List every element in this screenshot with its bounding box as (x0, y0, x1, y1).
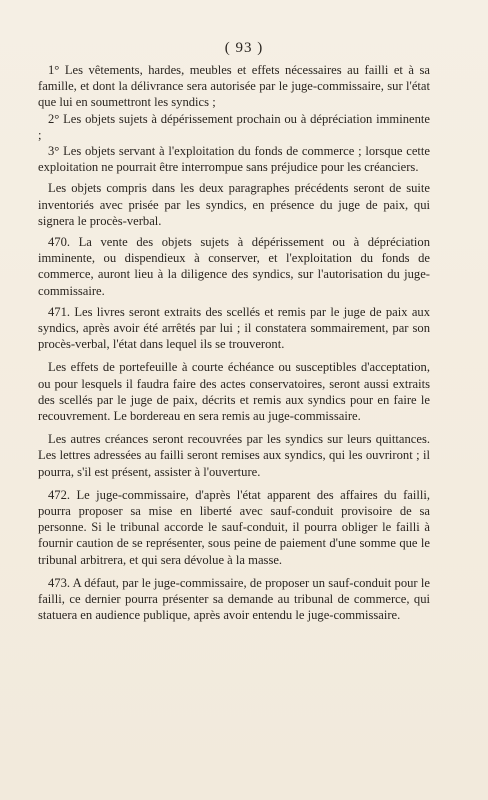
paragraph-article-471: 471. Les livres seront extraits des scellés et remis par le juge de paix aux syndics, après avoir été arrêtés par lui ; il constatera sommairement, par son procès-verbal, l'état dans lequel ils se trouveront. (38, 304, 430, 352)
paragraph-portfolio-effects: Les effets de portefeuille à courte échéance ou susceptibles d'acceptation, ou pour lesquels il faudra faire des actes conservatoires, seront aussi extraits des scellés par le juge de paix, décrits et remis aux syndics pour en faire le recouvrement. Le bordereau en sera remis au juge-commissaire. (38, 360, 430, 424)
paragraph-item-3: 3° Les objets servant à l'exploitation du fonds de commerce ; lorsque cette exploitation ne pourrait être interrompue sans préjudice pour les créanciers. (38, 144, 430, 175)
body-text (38, 62, 430, 624)
paragraph-article-473: 473. A défaut, par le juge-commissaire, de proposer un sauf-conduit pour le failli, ce dernier pourra présenter sa demande au tribunal de commerce, qui statuera en audience publique, après avoir entendu le juge-commissaire. (38, 575, 430, 623)
paragraph-item-1: 1° Les vêtements, hardes, meubles et effets nécessaires au failli et à sa famille, et dont la délivrance sera autorisée par le juge-commissaire, sur l'état que lui en soumettront les syndics ; (38, 63, 430, 110)
paragraph-article-470: 470. La vente des objets sujets à dépérissement ou à dépréciation imminente, ou dispendieux à conserver, et l'exploitation du fonds de commerce, auront lieu à la diligence des syndics, sur l'autorisation du juge-commissaire. (38, 235, 430, 298)
paragraph-other-credits: Les autres créances seront recouvrées par les syndics sur leurs quittances. Les lettres adressées au failli seront remises aux syndics, qui les ouvriront ; il pourra, s'il est présent, assister à l'ouverture. (38, 432, 430, 479)
paragraph-article-472: 472. Le juge-commissaire, d'après l'état apparent des affaires du failli, pourra proposer sa mise en liberté avec sauf-conduit provisoire de sa personne. Si le tribunal accorde le sauf-conduit, il pourra obliger le failli à fournir caution de se représenter, sous peine de paiement d'une somme que le tribunal arbitrera, et qui sera dévolue à la masse. (38, 487, 430, 567)
paragraph-objects-inventory: Les objets compris dans les deux paragraphes précédents seront de suite inventoriés avec prisée par les syndics, en présence du juge de paix, qui signera le procès-verbal. (38, 181, 430, 228)
paragraph-item-2: 2° Les objets sujets à dépérissement prochain ou à dépréciation imminente ; (38, 111, 430, 142)
page-number: ( 93 ) (224, 40, 264, 56)
